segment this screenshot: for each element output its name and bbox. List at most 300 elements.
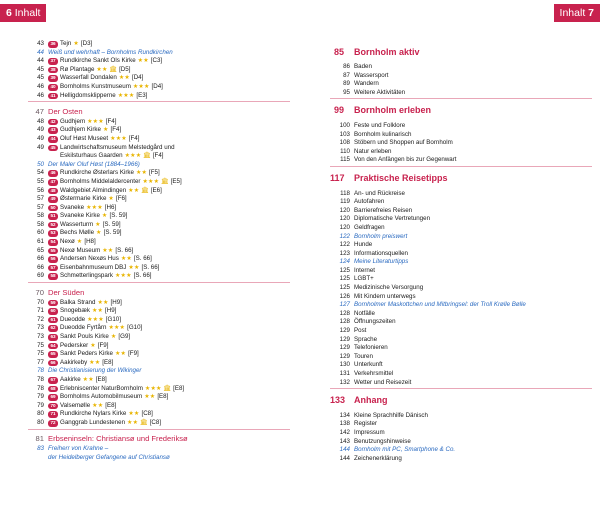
page-number: 130 [339,361,350,369]
map-reference: [S. 66] [133,272,152,280]
page-number: 86 [343,63,350,70]
page-number: 80 [37,410,44,418]
toc-entry[interactable] [28,152,290,161]
toc-entry[interactable] [330,429,592,438]
chapter-heading [330,44,592,59]
sight-number-badge: 55 [48,248,58,255]
sight-number-badge: 71 [48,411,58,418]
sight-number-badge: 48 [48,188,58,195]
toc-entry[interactable] [330,156,592,165]
page-number: 58 [37,212,44,220]
toc-entry[interactable] [28,238,290,247]
page-number: 75 [37,341,44,349]
chapter-title: Praktische Reisetipps [354,173,448,184]
page-number: 71 [37,307,44,315]
toc-entry[interactable] [28,83,290,92]
chapter-heading [330,393,592,408]
entry-title: Rø Plantage [60,65,95,73]
entry-title: Die Christianisierung der Wikinger [48,367,142,375]
sight-number-badge: 72 [48,420,58,427]
toc-entry[interactable] [28,393,290,402]
page-number: 56 [37,186,44,194]
rating-stars: ★★ [92,401,104,409]
entry-title: Svaneke [60,203,85,211]
map-reference: [F9] [128,350,139,358]
entry-title: Gudhjem Kirke [60,126,101,134]
entry-title: Von den Anfängen bis zur Gegenwart [354,156,457,164]
rating-stars: ★★★ 🏛 [144,384,172,392]
toc-feature-entry[interactable] [330,446,592,455]
page-number: 127 [339,301,350,309]
entry-title: Bornholms Kunstmuseum [60,82,131,90]
page-title-right: Inhalt [559,7,586,19]
toc-entry[interactable] [330,412,592,421]
entry-title: Hunde [354,241,373,249]
rating-stars: ★★★ [86,203,103,211]
rating-stars: ★★★ [87,315,104,323]
toc-entry[interactable] [28,402,290,411]
page-number: 48 [37,117,44,125]
sight-number-badge: 43 [48,127,58,134]
section-title: Der Süden [48,287,85,297]
toc-entry[interactable] [28,229,290,238]
entry-title: Valsemølle [60,401,91,409]
toc-entry[interactable] [330,198,592,207]
page-number: 120 [339,223,350,231]
toc-entry[interactable] [330,379,592,388]
toc-entry[interactable] [330,318,592,327]
toc-entry[interactable] [28,144,290,153]
page-number: 44 [37,57,44,65]
entry-title: Andersen Nexøs Hus [60,255,119,263]
page-number: 99 [333,105,344,116]
rating-stars: ★★★ [114,272,132,280]
toc-entry[interactable] [28,333,290,342]
map-reference: [E8] [102,358,114,366]
chapter-heading [330,171,592,186]
toc-feature-entry[interactable] [28,445,290,454]
map-reference: [S. 59] [109,212,128,220]
page-number-left: 6 [6,7,12,19]
toc-entry[interactable] [330,122,592,131]
section-divider [330,98,592,99]
page-header-right [554,4,600,22]
page-number: 129 [339,335,350,343]
toc-entry[interactable] [28,40,290,49]
entry-title: Rundkirche Nylars Kirke [60,410,127,418]
page-number: 128 [339,318,350,326]
sight-number-badge: 54 [48,239,58,246]
section-divider [28,282,290,283]
entry-title: Eskilsturhaus Gaarden [60,152,123,160]
page-number: 73 [37,333,44,340]
page-number: 61 [37,238,44,246]
toc-entry[interactable] [28,376,290,385]
page-number: 129 [339,352,350,360]
entry-title: Natur erleben [354,147,392,155]
rating-stars: ★★★ [132,82,150,90]
map-reference: [G10] [105,315,121,323]
toc-entry[interactable] [330,310,592,319]
toc-entry[interactable] [330,131,592,140]
toc-entry[interactable] [28,272,290,281]
toc-entry[interactable] [28,299,290,308]
map-reference: [G9] [118,333,131,340]
toc-entry[interactable] [28,204,290,213]
rating-stars: ★★ [118,74,130,82]
entry-title: Østermarie Kirke [60,195,107,203]
page-number: 43 [37,40,44,47]
toc-feature-entry[interactable] [28,367,290,376]
entry-title: Verkehrsmittel [354,370,394,377]
entry-title: Internet [354,266,375,274]
toc-entry[interactable] [28,316,290,325]
toc-entry[interactable] [330,420,592,429]
rating-stars: ★ [101,212,108,220]
map-reference: [F4] [105,117,117,125]
entry-title: Mit Kindern unterwegs [354,292,416,300]
toc-entry[interactable] [330,353,592,362]
page-number: 70 [35,287,44,297]
rating-stars: ★★ 🏛 [127,418,148,426]
rating-stars: ★★ [144,393,156,401]
entry-title: Rundkirche Sankt Ols Kirke [60,57,136,65]
rating-stars: ★ [76,238,83,246]
entry-title: An- und Rückreise [354,189,405,197]
rating-stars: ★★ [137,57,149,65]
toc-entry[interactable] [330,370,592,379]
page-number: 46 [37,82,44,90]
rating-stars: ★★★ [108,324,126,332]
toc-entry[interactable] [28,66,290,75]
page-number: 79 [37,401,44,409]
toc-entry[interactable] [28,247,290,256]
map-reference: [E8] [95,375,107,383]
map-reference: [H9] [110,298,122,306]
sight-number-badge: 38 [48,67,58,74]
sight-number-badge: 58 [48,273,58,280]
toc-entry[interactable] [330,293,592,302]
page-number: 44 [37,48,44,56]
rating-stars: ★★ [128,410,140,418]
toc-entry[interactable] [330,148,592,157]
toc-feature-entry[interactable] [330,301,592,310]
page-number: 69 [37,272,44,280]
toc-entry[interactable] [28,221,290,230]
page-number: 58 [37,220,44,228]
toc-entry[interactable] [330,63,592,72]
page-number: 134 [339,411,350,419]
toc-feature-entry[interactable] [330,233,592,242]
entry-title: Feste und Folklore [354,121,406,129]
sight-number-badge: 61 [48,317,58,324]
sight-number-badge: 44 [48,136,58,143]
entry-title: Register [354,420,378,428]
sight-number-badge: 70 [48,403,58,410]
toc-entry[interactable] [330,455,592,464]
entry-title: Bornholmer Maskottchen und Mitbringsel: der Troll Krølle Bølle [354,301,526,309]
map-reference: [S. 59] [102,220,121,228]
page-number: 129 [339,327,350,335]
sight-number-badge: 45 [48,145,58,152]
toc-entry[interactable] [330,207,592,216]
chapter-heading [330,103,592,118]
entry-title: Dueodde [60,315,86,323]
page-number: 120 [339,206,350,214]
entry-title: Diplomatische Vertretungen [354,215,431,223]
toc-entry[interactable] [330,89,592,98]
page-number: 117 [330,173,345,184]
entry-title: Svaneke Kirke [60,212,100,220]
map-reference: [D4] [151,82,163,90]
page-number: 125 [339,275,350,283]
entry-title: Sankt Peders Kirke [60,350,113,358]
sight-number-badge: 68 [48,386,58,393]
toc-entry[interactable] [330,361,592,370]
page-number: 46 [37,91,44,99]
sight-number-badge: 42 [48,119,58,126]
toc-entry[interactable] [330,267,592,276]
toc-entry[interactable] [28,195,290,204]
rating-stars: ★★ [82,375,94,383]
entry-title: Nexø [60,238,75,246]
toc-entry[interactable] [28,92,290,101]
rating-stars: ★★★ 🏛 [124,152,151,160]
rating-stars: ★★★ 🏛 [142,177,169,185]
toc-entry[interactable] [330,241,592,250]
page-number: 54 [37,169,44,177]
toc-entry[interactable] [28,74,290,83]
toc-entry[interactable] [28,342,290,351]
map-reference: [S. 66] [133,255,152,263]
map-reference: [S. 66] [141,263,160,271]
map-reference: [H9] [105,307,117,315]
entry-title: Zeichenerklärung [354,454,402,462]
toc-entry[interactable] [330,275,592,284]
map-reference: [E8] [105,401,117,409]
section-divider [28,429,290,430]
entry-title: Erlebniscenter NaturBornholm [60,384,143,392]
toc-entry[interactable] [330,327,592,336]
entry-title: Unterkunft [354,361,383,369]
rating-stars: ★★ [97,298,109,306]
page-number: 49 [37,143,44,151]
page-number: 142 [339,428,350,436]
toc-feature-entry[interactable] [28,49,290,58]
section-divider [330,388,592,389]
page-number: 60 [37,229,44,237]
map-reference: [D4] [131,74,144,82]
page-number: 66 [37,255,44,263]
toc-left-column [28,40,290,462]
map-reference: [E8] [157,393,169,401]
rating-stars: ★ [95,220,101,228]
page-number: 57 [37,195,44,203]
toc-entry[interactable] [28,410,290,419]
rating-stars: ★★ [102,246,114,254]
entry-title: Aakirkeby [60,358,88,366]
page-number: 126 [339,292,350,300]
page-number: 143 [339,437,350,445]
entry-title: Touren [354,352,373,360]
entry-title: Informationsquellen [354,249,409,257]
entry-title: Landwirtschaftsmuseum Melstedgård und [60,143,175,151]
entry-title: Aakirke [60,375,81,383]
toc-feature-entry[interactable] [28,161,290,170]
sight-number-badge: 46 [48,170,58,177]
entry-title: Meine Literaturtipps [354,258,409,266]
page-number: 45 [37,74,44,82]
page-number: 122 [339,232,350,240]
entry-title: Geldfragen [354,223,385,231]
entry-title: der Heidelberger Gefangene auf Christiansø [48,453,170,461]
page-number: 120 [339,215,350,223]
map-reference: [E5] [170,177,182,185]
rating-stars: ★★★ [87,117,104,125]
toc-entry[interactable] [330,344,592,353]
sight-number-badge: 69 [48,394,58,401]
toc-entry[interactable] [28,385,290,394]
toc-entry[interactable] [28,135,290,144]
map-reference: [F9] [97,341,109,349]
toc-entry[interactable] [330,215,592,224]
toc-feature-entry[interactable] [28,454,290,463]
sight-number-badge: 65 [48,351,58,358]
sight-number-badge: 50 [48,205,58,212]
map-reference: [D3] [80,40,93,47]
toc-entry[interactable] [330,139,592,148]
entry-title: Benutzungshinweise [354,437,411,445]
rating-stars: ★ [73,40,79,47]
entry-title: Weiß und wehrhaft – Bornholms Rundkirchen [48,48,173,56]
entry-title: Dueodde Fyrtårn [60,324,107,332]
page-number: 85 [333,46,344,57]
rating-stars: ★★ [114,350,127,358]
page-number: 119 [340,198,350,206]
toc-entry[interactable] [28,255,290,264]
page-number: 81 [35,434,44,444]
page-number: 78 [37,375,44,383]
map-reference: [C8] [149,418,162,426]
toc-entry[interactable] [28,212,290,221]
entry-title: Wasserfall Dondalen [60,74,117,82]
entry-title: Öffnungszeiten [354,318,396,326]
map-reference: [F6] [115,195,127,203]
sight-number-badge: 47 [48,179,58,186]
toc-entry[interactable] [28,169,290,178]
map-reference: [E8] [173,384,185,392]
entry-title: Tejn [60,40,72,47]
sight-number-badge: 63 [48,334,58,341]
toc-entry[interactable] [330,190,592,199]
rating-stars: ★★★ [110,134,127,142]
toc-entry[interactable] [330,80,592,89]
toc-feature-entry[interactable] [330,258,592,267]
page-number: 50 [37,160,44,168]
map-reference: [G10] [127,324,143,332]
rating-stars: ★★ 🏛 [96,65,118,73]
page-number: 144 [339,446,350,454]
page-number: 133 [330,395,346,406]
map-reference: [S. 59] [103,229,122,237]
section-heading [28,432,290,445]
entry-title: Helligdomsklipperne [60,91,116,99]
toc-entry[interactable] [28,264,290,273]
sight-number-badge: 52 [48,222,58,229]
entry-title: Schmetterlingspark [60,272,113,280]
entry-title: Bechs Mølle [60,229,95,237]
toc-entry[interactable] [28,57,290,66]
toc-entry[interactable] [330,250,592,259]
sight-number-badge: 57 [48,265,58,272]
rating-stars: ★★ [89,358,101,366]
page-number: 125 [339,266,350,274]
page-number: 57 [37,203,44,211]
page-number: 87 [343,71,350,79]
toc-entry[interactable] [330,336,592,345]
page-number: 122 [339,241,350,249]
section-heading [28,286,290,299]
toc-entry[interactable] [28,359,290,368]
toc-entry[interactable] [28,187,290,196]
sight-number-badge: 39 [48,75,58,82]
toc-entry[interactable] [28,178,290,187]
entry-title: Snogebæk [60,307,90,315]
toc-entry[interactable] [330,284,592,293]
rating-stars: ★ [90,341,96,349]
section-title: Der Osten [48,106,83,116]
toc-entry[interactable] [330,224,592,233]
page-number: 83 [37,445,44,453]
toc-entry[interactable] [28,126,290,135]
toc-entry[interactable] [28,350,290,359]
rating-stars: ★★ [91,307,104,315]
map-reference: [H6] [104,203,117,211]
toc-entry[interactable] [28,307,290,316]
chapter-title: Anhang [354,395,388,406]
entry-title: Stöbern und Shoppen auf Bornholm [354,139,453,147]
toc-entry[interactable] [28,118,290,127]
toc-entry[interactable] [28,419,290,428]
map-reference: [D5] [119,65,131,73]
sight-number-badge: 40 [48,84,58,91]
sight-number-badge: 67 [48,377,58,384]
entry-title: Gudhjem [60,117,86,125]
page-header-left [0,4,46,22]
rating-stars: ★★ 🏛 [128,186,149,194]
sight-number-badge: 64 [48,343,58,350]
page-number: 129 [339,344,350,352]
toc-entry[interactable] [28,324,290,333]
map-reference: [F4] [152,152,164,160]
entry-title: Bornholm mit PC, Smartphone & Co. [354,446,456,454]
rating-stars: ★ [110,333,117,340]
toc-entry[interactable] [330,438,592,447]
entry-title: Balka Strand [60,298,96,306]
rating-stars: ★★★ [117,91,135,99]
page-number: 95 [343,88,350,96]
rating-stars: ★★ [128,263,140,271]
entry-title: Kleine Sprachhilfe Dänisch [354,411,428,419]
toc-entry[interactable] [330,72,592,81]
page-number: 110 [340,147,350,155]
page-number: 144 [339,454,350,462]
page-title-left: Inhalt [14,7,41,19]
page-number: 115 [340,156,350,164]
map-reference: [E6] [150,186,162,194]
entry-title: Impressum [354,428,385,436]
page-number: 55 [37,177,44,185]
